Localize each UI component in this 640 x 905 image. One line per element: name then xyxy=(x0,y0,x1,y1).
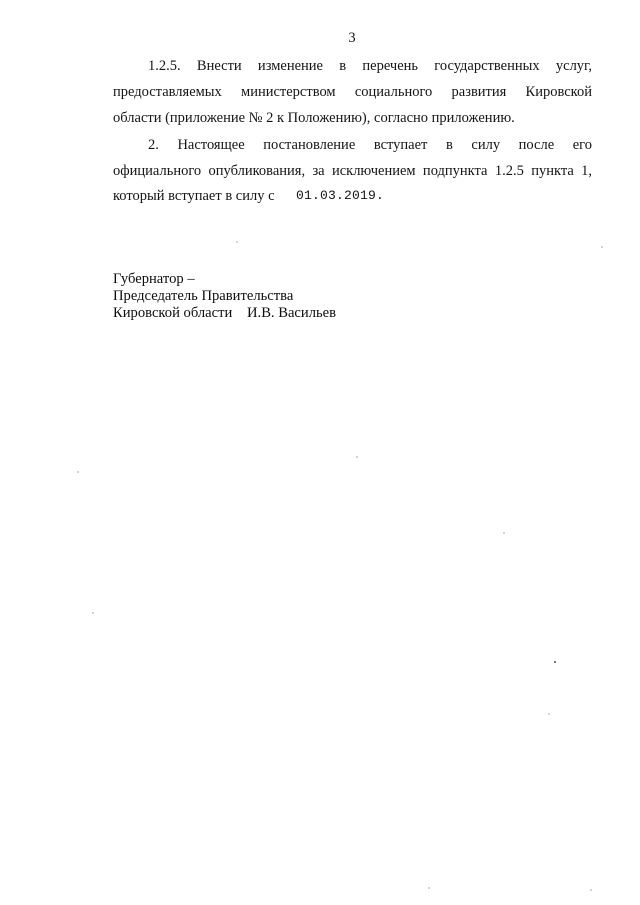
signature-title-line-3 xyxy=(113,305,337,322)
paragraph-2-line-3 xyxy=(113,187,592,205)
effective-date: 01.03.2019. xyxy=(296,188,385,203)
paragraph-2-line-3-text: который вступает в силу с xyxy=(113,188,275,204)
scan-speck xyxy=(548,713,550,715)
scan-speck xyxy=(356,456,358,458)
paragraph-1-line-1: 1.2.5. Внести изменение в перечень государственных услуг, xyxy=(148,58,592,74)
signature-title-line-2: Председатель Правительства xyxy=(113,288,294,304)
paragraph-2-line-2: официального опубликования, за исключением подпункта 1.2.5 пункта 1, xyxy=(113,163,592,179)
scan-speck xyxy=(77,471,79,473)
page-number: 3 xyxy=(348,30,356,46)
paragraph-1-line-3: области (приложение № 2 к Положению), согласно приложению. xyxy=(113,110,515,126)
signature-title-line-1: Губернатор – xyxy=(113,271,195,287)
paragraph-2-line-1: 2. Настоящее постановление вступает в силу после его xyxy=(148,137,592,153)
signature-region: Кировской области xyxy=(113,305,233,321)
scan-speck xyxy=(428,887,430,889)
signatory-name: И.В. Васильев xyxy=(247,305,337,321)
scan-speck xyxy=(554,661,556,663)
scan-speck xyxy=(503,532,505,534)
scan-speck xyxy=(590,889,592,891)
scan-speck xyxy=(236,241,238,243)
scan-speck xyxy=(92,612,94,614)
paragraph-1-line-2: предоставляемых министерством социального развития Кировской xyxy=(113,84,592,100)
scan-speck xyxy=(601,246,603,248)
